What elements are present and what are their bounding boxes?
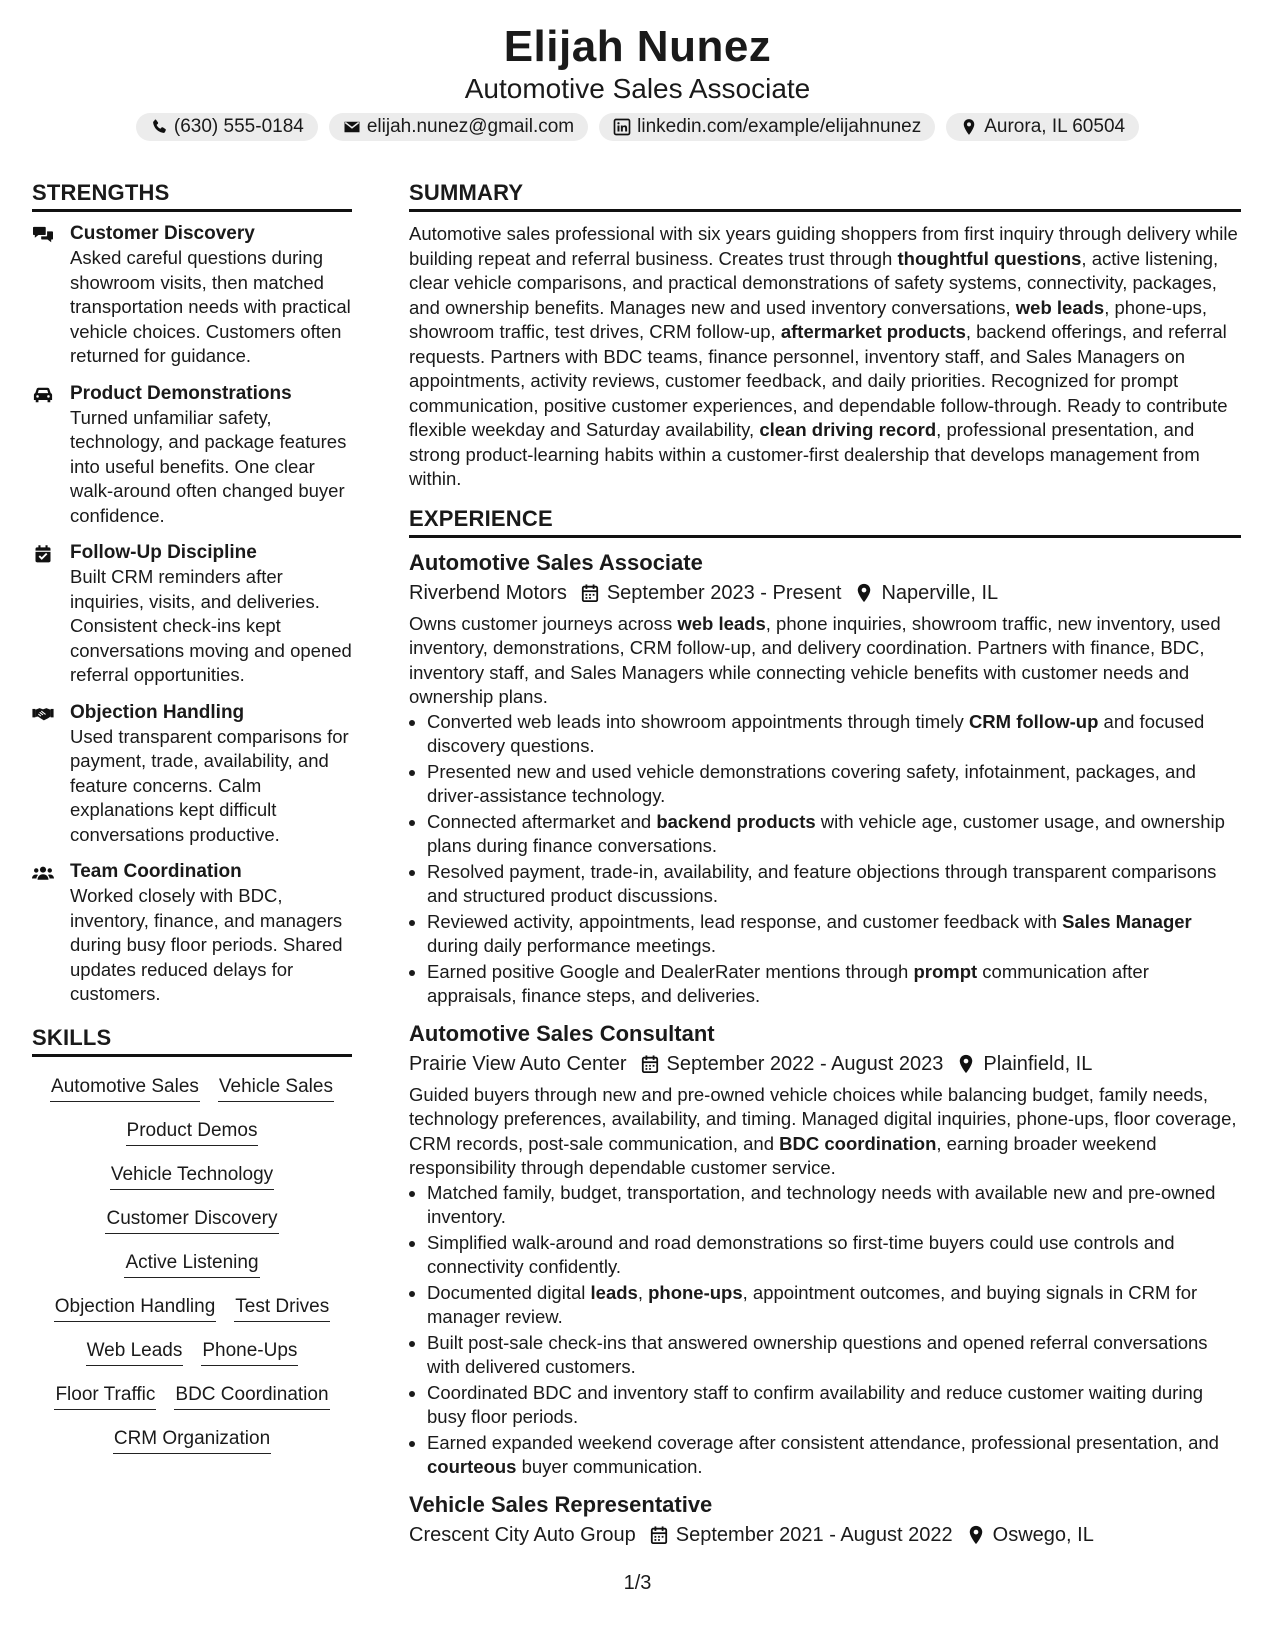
contact-location: [946, 113, 1139, 141]
text-run: Coordinated BDC and inventory staff to confirm availability and reduce customer waiting during busy floor periods.: [427, 1381, 1204, 1427]
bullet-item: [427, 960, 1241, 1009]
bold-keyword: phone-ups: [648, 1281, 743, 1303]
contact-phone[interactable]: [136, 113, 318, 141]
strength-desc: Built CRM reminders after inquiries, visits, and deliveries. Consistent check-ins kept conversations moving and opened referral opportunities.: [70, 566, 352, 685]
bullet-item: [427, 1281, 1241, 1330]
bullet-item: [427, 910, 1241, 959]
skill-tag: Phone-Ups: [201, 1337, 298, 1366]
text-run: Earned expanded weekend coverage after consistent attendance, professional presentation, and: [427, 1431, 1219, 1453]
text-run: , appointment outcomes, and buying signals in CRM for manager review.: [427, 1281, 1198, 1327]
calendar-check-icon: [32, 544, 54, 564]
bold-keyword: courteous: [427, 1456, 517, 1477]
text-run: , phone inquiries, showroom traffic, new inventory, used inventory, demonstrations, CRM follow-up, and delivery coordination. Partners with finance, BDC, inventory staff, and Sales Managers while connecting vehicle benefits with customer needs and ownership plans.: [409, 612, 1221, 707]
strength-title: Product Demonstrations: [70, 382, 292, 404]
text-run: during daily performance meetings.: [427, 935, 716, 956]
job-bullets: [409, 710, 1241, 1009]
bullet-item: [427, 1231, 1241, 1280]
bullet-item: [427, 1381, 1241, 1430]
job-title: Vehicle Sales Representative: [409, 1491, 713, 1517]
job-company: Crescent City Auto Group: [409, 1523, 636, 1546]
bold-keyword: leads: [590, 1281, 638, 1303]
contact-email-text: elijah.nunez@gmail.com: [366, 116, 575, 137]
text-run: Matched family, budget, transportation, and technology needs with available new and pre-owned inventory.: [427, 1181, 1216, 1227]
contact-email[interactable]: [329, 113, 588, 141]
text-run: Converted web leads into showroom appointments through timely: [427, 710, 969, 732]
job-entry: [409, 1490, 1241, 1550]
bold-keyword: thoughtful questions: [897, 247, 1082, 269]
location-pin-icon: [957, 1054, 975, 1074]
calendar-icon: [581, 583, 599, 603]
skill-tag: Web Leads: [86, 1337, 184, 1366]
strength-item: [32, 860, 352, 1007]
job-company: Prairie View Auto Center: [409, 1052, 627, 1075]
text-run: Earned positive Google and DealerRater mentions through: [427, 960, 914, 982]
skill-tag: Objection Handling: [54, 1293, 217, 1322]
contact-bar: [0, 113, 1275, 141]
job-meta: [409, 1049, 1241, 1079]
text-run: , backend offerings, and referral requests. Partners with BDC teams, finance personnel, inventory staff, and Sales Managers on appointments, activity reviews, customer feedback, and daily priorities. Recognized for prompt communication, positive customer experiences, and dependable follow-through. Ready to contribute flexible weekday and Saturday availability,: [409, 321, 1228, 440]
users-icon: [32, 863, 54, 883]
text-run: Automotive sales professional with six years guiding shoppers from first inquiry through delivery while building repeat and referral business. Creates trust through: [409, 223, 1238, 269]
strength-title: Objection Handling: [70, 701, 245, 723]
bullet-item: [427, 760, 1241, 809]
text-run: , professional presentation, and strong product-learning habits within a customer-first dealership that develops management from within.: [409, 419, 1200, 489]
job-dates: September 2023 - Present: [606, 581, 842, 604]
bold-keyword: backend products: [656, 810, 816, 832]
text-run: Reviewed activity, appointments, lead response, and customer feedback with: [427, 910, 1063, 932]
text-run: Simplified walk-around and road demonstrations so first-time buyers could use controls and connectivity confidently.: [427, 1231, 1175, 1277]
text-run: , active listening, clear vehicle comparisons, and practical demonstrations of safety systems, connectivity, packages, and ownership benefits. Manages new and used inventory conversations,: [409, 247, 1219, 318]
bold-keyword: web leads: [1015, 296, 1105, 318]
strengths-heading: STRENGTHS: [32, 180, 352, 212]
strength-desc: Worked closely with BDC, inventory, finance, and managers during busy floor periods. Shared updates reduced delays for customers.: [70, 885, 343, 1004]
page-number: 1/3: [623, 1572, 652, 1594]
contact-phone-text: (630) 555-0184: [173, 116, 304, 137]
bullet-item: [427, 810, 1241, 859]
summary-heading: SUMMARY: [409, 180, 1241, 212]
bullet-item: [427, 1331, 1241, 1380]
calendar-icon: [650, 1525, 668, 1545]
text-run: Owns customer journeys across: [409, 612, 678, 634]
bold-keyword: aftermarket products: [780, 321, 966, 342]
bullet-item: [427, 1181, 1241, 1230]
text-run: Documented digital: [427, 1281, 591, 1303]
bold-keyword: BDC coordination: [779, 1132, 937, 1154]
job-entry: [409, 548, 1241, 1009]
text-run: , earning broader weekend responsibility through dependable customer service.: [409, 1132, 1157, 1178]
job-entry: [409, 1019, 1241, 1480]
text-run: with vehicle age, customer usage, and ownership plans during finance conversations.: [427, 810, 1225, 856]
bold-keyword: web leads: [677, 612, 766, 634]
text-run: Resolved payment, trade-in, availability, and feature objections through transparent comparisons and structured product discussions.: [427, 860, 1217, 906]
skill-tag: Customer Discovery: [105, 1205, 278, 1234]
location-pin-icon: [855, 583, 873, 603]
contact-location-text: Aurora, IL 60504: [984, 116, 1126, 137]
bullet-item: [427, 710, 1241, 759]
bold-keyword: prompt: [913, 960, 978, 982]
candidate-title: Automotive Sales Associate: [464, 73, 811, 104]
job-location: Plainfield, IL: [983, 1052, 1093, 1075]
strength-item: [32, 222, 352, 369]
candidate-name: Elijah Nunez: [503, 22, 772, 71]
phone-icon: [150, 118, 168, 136]
job-meta: [409, 578, 1241, 608]
contact-linkedin-text: linkedin.com/example/elijahnunez: [637, 116, 922, 137]
job-title: Automotive Sales Associate: [409, 549, 703, 575]
job-meta: [409, 1520, 1241, 1550]
job-company: Riverbend Motors: [409, 581, 567, 604]
chat-bubbles-icon: [32, 225, 54, 245]
text-run: and focused discovery questions.: [427, 710, 1205, 756]
bullet-item: [427, 860, 1241, 909]
strength-item: [32, 382, 352, 529]
strength-title: Customer Discovery: [70, 223, 255, 244]
job-description: [409, 612, 1241, 710]
bold-keyword: Sales Manager: [1062, 910, 1192, 932]
contact-linkedin[interactable]: [599, 113, 935, 141]
experience-heading: EXPERIENCE: [409, 506, 1241, 538]
skill-tag: Vehicle Sales: [218, 1073, 334, 1102]
strength-title: Team Coordination: [70, 861, 242, 882]
job-bullets: [409, 1181, 1241, 1480]
skills-heading: SKILLS: [32, 1025, 352, 1057]
job-location: Oswego, IL: [992, 1523, 1094, 1546]
location-pin-icon: [960, 118, 978, 136]
job-dates: September 2022 - August 2023: [666, 1052, 944, 1075]
job-location: Naperville, IL: [881, 581, 999, 604]
strength-item: [32, 541, 352, 688]
strength-desc: Turned unfamiliar safety, technology, and package features into useful benefits. One clear walk-around often changed buyer confidence.: [70, 406, 347, 526]
bullet-item: [427, 1431, 1241, 1480]
handshake-icon: [32, 704, 54, 724]
skill-tag: Test Drives: [234, 1293, 330, 1322]
strength-title: Follow-Up Discipline: [70, 542, 257, 563]
text-run: Connected aftermarket and: [427, 810, 657, 832]
text-run: Built post-sale check-ins that answered ownership questions and opened referral conversations with delivered customers.: [427, 1331, 1208, 1377]
skills-list: [32, 1067, 352, 1469]
bold-keyword: CRM follow-up: [968, 710, 1099, 732]
job-title: Automotive Sales Consultant: [409, 1020, 715, 1046]
car-icon: [32, 385, 54, 405]
skill-tag: Floor Traffic: [54, 1381, 156, 1410]
job-dates: September 2021 - August 2022: [675, 1523, 953, 1546]
text-run: buyer communication.: [516, 1456, 703, 1477]
skill-tag: BDC Coordination: [174, 1381, 329, 1410]
left-column: [32, 180, 352, 1469]
right-column: [409, 180, 1241, 1554]
skill-tag: CRM Organization: [113, 1425, 271, 1454]
bold-keyword: clean driving record: [759, 419, 937, 440]
skill-tag: Automotive Sales: [50, 1073, 200, 1102]
linkedin-icon: [613, 118, 631, 136]
skill-tag: Vehicle Technology: [110, 1161, 274, 1190]
summary-text: [409, 222, 1241, 492]
text-run: ,: [637, 1281, 649, 1303]
calendar-icon: [641, 1054, 659, 1074]
text-run: communication after appraisals, finance steps, and deliveries.: [427, 960, 1149, 1006]
strength-desc: Used transparent comparisons for payment, trade, availability, and feature concerns. Calm explanations kept difficult conversations productive.: [70, 725, 349, 845]
skill-tag: Product Demos: [126, 1117, 259, 1146]
skill-tag: Active Listening: [124, 1249, 259, 1278]
strength-item: [32, 701, 352, 848]
envelope-icon: [343, 118, 361, 136]
location-pin-icon: [967, 1525, 985, 1545]
strength-desc: Asked careful questions during showroom visits, then matched transportation needs with practical vehicle choices. Customers often returned for guidance.: [70, 247, 351, 366]
job-description: [409, 1083, 1241, 1181]
text-run: , phone-ups, showroom traffic, test drives, CRM follow-up,: [409, 296, 1208, 342]
text-run: Guided buyers through new and pre-owned vehicle choices while balancing budget, family needs, technology preferences, availability, and timing. Managed digital inquiries, phone-ups, floor coverage, CRM records, post-sale communication, and: [409, 1083, 1237, 1154]
text-run: Presented new and used vehicle demonstrations covering safety, infotainment, packages, and driver-assistance technology.: [427, 760, 1196, 806]
